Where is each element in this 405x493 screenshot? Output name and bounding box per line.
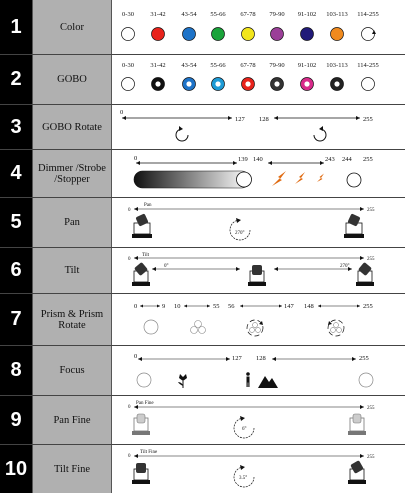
row-gobo: [0, 55, 405, 105]
range-label: 31-42: [150, 11, 166, 18]
gobo-star-center: [186, 81, 191, 86]
range-label: 91-102: [297, 11, 317, 18]
range-label: 0: [120, 109, 124, 116]
row-tilt-fine: [0, 445, 405, 493]
row-label: Prism & Prism Rotate: [32, 294, 112, 345]
gobo-rotate-graphic: [112, 105, 405, 150]
row-number: 9: [0, 396, 32, 444]
range-label: 255: [363, 156, 373, 163]
pan-fine-rotation-icon: [234, 416, 254, 438]
color-wheel-graphic: [112, 0, 405, 55]
range-label: 0-30: [122, 62, 134, 69]
row-label: Pan Fine: [32, 396, 112, 444]
prism-rotate-ccw-icon: [328, 320, 344, 336]
row-label: Pan: [32, 198, 112, 247]
range-label: 255: [363, 116, 373, 123]
color-swatch: [122, 28, 135, 41]
rotation-degrees: 3.5°: [239, 476, 248, 481]
row-pan: [0, 198, 405, 248]
color-swatch: [242, 28, 255, 41]
prism-graphic: [112, 294, 405, 346]
rotation-degrees: 6°: [242, 427, 247, 432]
row-color: [0, 0, 405, 55]
range-label: 255: [367, 406, 375, 411]
range-label: 114-255: [357, 11, 379, 18]
axis-name: Pan Fine: [136, 401, 154, 406]
row-dimmer: [0, 150, 405, 198]
row-number: 1: [0, 0, 32, 54]
tilt-degrees-end: 270°: [340, 264, 350, 269]
moving-head-icon: [248, 265, 266, 286]
gobo-flower-center: [304, 81, 309, 86]
range-label: 0: [134, 353, 138, 360]
gobo-ring-center: [274, 81, 279, 86]
range-label: 128: [259, 116, 269, 123]
tilt-fine-rotation-icon: [234, 465, 254, 487]
row-label: Tilt Fine: [32, 445, 112, 493]
mountain-icon: [258, 376, 278, 388]
range-label: 43-54: [181, 11, 197, 18]
range-label: 0: [134, 155, 138, 162]
moving-head-icon: [132, 414, 150, 435]
axis-name: Tilt Fine: [140, 450, 158, 455]
range-label: 139: [238, 156, 248, 163]
range-label: 0: [128, 405, 131, 410]
range-label: 127: [232, 355, 242, 362]
range-label: 255: [359, 355, 369, 362]
prism-icon: [191, 321, 206, 334]
color-swatch: [301, 28, 314, 41]
color-swatch: [331, 28, 344, 41]
gobo-open-icon: [122, 78, 135, 91]
flower-icon: [178, 374, 187, 388]
rotate-cw-icon: [176, 126, 188, 141]
pan-graphic: [112, 198, 405, 248]
range-label: 55-66: [210, 11, 226, 18]
gobo-wheel-graphic: [112, 55, 405, 105]
range-label: 0-30: [122, 11, 134, 18]
row-number: 4: [0, 150, 32, 197]
pan-rotation-icon: [230, 218, 250, 240]
gobo-swirl-center: [334, 81, 339, 86]
moving-head-icon: [356, 262, 374, 286]
range-label: 9: [162, 303, 166, 310]
dimmer-gradient-bar: [134, 171, 250, 188]
range-label: 67-78: [240, 62, 256, 69]
pan-fine-graphic: [112, 396, 405, 445]
row-gobo-rotate: [0, 105, 405, 150]
prism-off-icon: [144, 320, 158, 334]
color-swatch: [212, 28, 225, 41]
axis-name: Tilt: [142, 253, 150, 258]
row-label: Focus: [32, 346, 112, 395]
range-label: 67-78: [240, 11, 256, 18]
range-label: 56: [228, 303, 235, 310]
moving-head-icon: [348, 414, 366, 435]
row-number: 7: [0, 294, 32, 345]
gobo-dots-center: [245, 81, 250, 86]
range-label: 148: [304, 303, 314, 310]
range-label: 79-90: [269, 62, 285, 69]
gobo-shake-icon: [362, 78, 375, 91]
range-label: 114-255: [357, 62, 379, 69]
row-label: Dimmer /Strobe /Stopper: [32, 150, 112, 197]
range-label: 0: [128, 208, 131, 213]
row-number: 8: [0, 346, 32, 395]
color-swatch: [271, 28, 284, 41]
range-label: 31-42: [150, 62, 166, 69]
strobe-icon: [272, 171, 324, 186]
tilt-fine-graphic: [112, 445, 405, 493]
person-icon: [246, 372, 250, 387]
range-label: 103-113: [326, 62, 348, 69]
range-label: 255: [363, 303, 373, 310]
prism-rotate-cw-icon: [247, 320, 263, 336]
row-focus: [0, 346, 405, 396]
row-label: Color: [32, 0, 112, 54]
row-number: 3: [0, 105, 32, 149]
moving-head-icon: [132, 262, 150, 286]
rotate-ccw-icon: [314, 126, 326, 141]
range-label: 243: [325, 156, 335, 163]
tilt-degrees-start: 0°: [164, 264, 169, 269]
gobo-burst-center: [215, 81, 220, 86]
focus-far-icon: [359, 373, 373, 387]
axis-name: Pan: [144, 203, 152, 208]
range-label: 55-66: [210, 62, 226, 69]
range-label: 0: [134, 303, 138, 310]
row-number: 2: [0, 55, 32, 104]
moving-head-icon: [348, 460, 366, 484]
range-label: 255: [367, 455, 375, 460]
range-label: 55: [213, 303, 220, 310]
range-label: 140: [253, 156, 263, 163]
color-swatch: [183, 28, 196, 41]
focus-graphic: [112, 346, 405, 396]
focus-open-icon: [137, 373, 151, 387]
row-number: 5: [0, 198, 32, 247]
row-label: GOBO Rotate: [32, 105, 112, 149]
range-label: 91-102: [297, 62, 317, 69]
row-tilt: [0, 248, 405, 294]
range-label: 79-90: [269, 11, 285, 18]
range-label: 43-54: [181, 62, 197, 69]
range-label: 103-113: [326, 11, 348, 18]
range-label: 10: [174, 303, 181, 310]
row-pan-fine: [0, 396, 405, 445]
range-label: 0: [128, 454, 131, 459]
row-label: Tilt: [32, 248, 112, 293]
range-label: 244: [342, 156, 352, 163]
range-label: 147: [284, 303, 294, 310]
row-label: GOBO: [32, 55, 112, 104]
range-label: 127: [235, 116, 245, 123]
tilt-graphic: [112, 248, 405, 294]
range-label: 255: [367, 208, 375, 213]
dimmer-graphic: [112, 150, 405, 198]
rotation-degrees: 270°: [235, 231, 245, 236]
moving-head-icon: [132, 213, 152, 238]
row-prism: [0, 294, 405, 346]
range-label: 0: [128, 257, 131, 262]
moving-head-icon: [132, 463, 150, 484]
gobo-wave-center: [155, 81, 160, 86]
row-number: 10: [0, 445, 32, 493]
moving-head-icon: [344, 213, 364, 238]
range-label: 128: [256, 355, 266, 362]
row-number: 6: [0, 248, 32, 293]
range-label: 255: [367, 257, 375, 262]
color-swatch: [152, 28, 165, 41]
stopper-open-icon: [347, 173, 361, 187]
